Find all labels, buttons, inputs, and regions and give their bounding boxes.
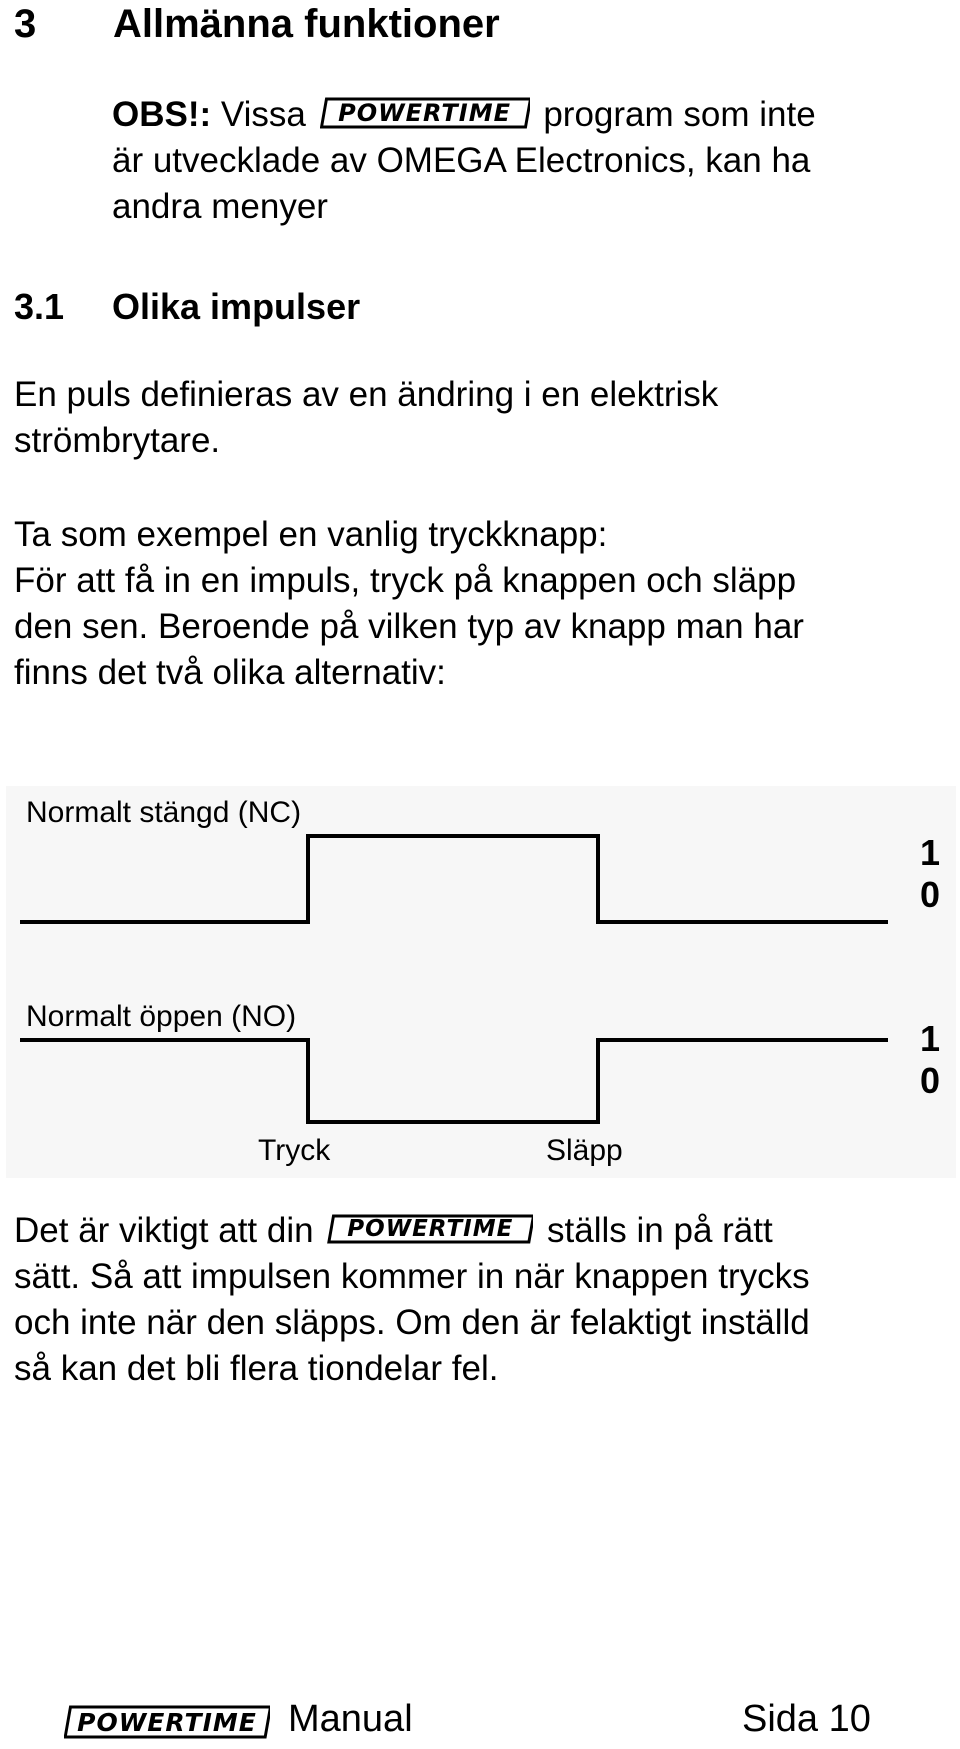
nc-waveform [20, 836, 888, 922]
paragraph-3-line-1 [14, 1208, 773, 1254]
paragraph-2-line-1: Ta som exempel en vanlig tryckknapp: [14, 515, 608, 554]
nc-level-high: 1 [920, 832, 941, 873]
paragraph-2-line-2: För att få in en impuls, tryck på knappen och släpp [14, 561, 797, 600]
note-label: OBS!: [112, 95, 212, 134]
note-after-logo: program som inte [543, 95, 816, 134]
paragraph-3-line-2: sätt. Så att impulsen kommer in när knappen trycks [14, 1257, 810, 1296]
powertime-logo-text: POWERTIME [338, 99, 512, 127]
nc-label: Normalt stängd (NC) [26, 796, 302, 829]
no-label: Normalt öppen (NO) [26, 1000, 297, 1033]
paragraph-2-line-4: finns det två olika alternativ: [14, 653, 446, 692]
nc-level-low: 0 [920, 874, 941, 915]
subsection-number: 3.1 [14, 286, 65, 327]
paragraph-3-line-3: och inte när den släpps. Om den är felaktigt inställd [14, 1303, 810, 1342]
note-line-3: andra menyer [112, 187, 328, 226]
footer-page-number: Sida 10 [742, 1698, 871, 1740]
note-before-logo: Vissa [220, 95, 306, 134]
section-number: 3 [14, 2, 37, 46]
no-level-high: 1 [920, 1018, 941, 1059]
powertime-logo [327, 1213, 533, 1245]
paragraph-3-after-logo: ställs in på rätt [547, 1211, 773, 1250]
paragraph-3-before-logo: Det är viktigt att din [14, 1211, 314, 1250]
powertime-logo-text: POWERTIME [347, 1215, 514, 1242]
note-line-2: är utvecklade av OMEGA Electronics, kan ha [112, 141, 811, 180]
paragraph-1-line-1: En puls definieras av en ändring i en elektrisk [14, 375, 719, 414]
powertime-logo-text: POWERTIME [77, 1707, 257, 1737]
press-label: Tryck [258, 1134, 331, 1167]
section-title: Allmänna funktioner [113, 2, 500, 46]
footer-logo-wrap [64, 1704, 270, 1745]
paragraph-1-line-2: strömbrytare. [14, 421, 221, 460]
no-waveform [20, 1040, 888, 1122]
subsection-title: Olika impulser [112, 286, 361, 327]
powertime-logo [64, 1704, 270, 1740]
release-label: Släpp [546, 1134, 623, 1167]
paragraph-2-line-3: den sen. Beroende på vilken typ av knapp man har [14, 607, 804, 646]
no-level-low: 0 [920, 1060, 941, 1101]
paragraph-3-line-4: så kan det bli flera tiondelar fel. [14, 1349, 499, 1388]
footer-manual-label: Manual [288, 1698, 413, 1740]
